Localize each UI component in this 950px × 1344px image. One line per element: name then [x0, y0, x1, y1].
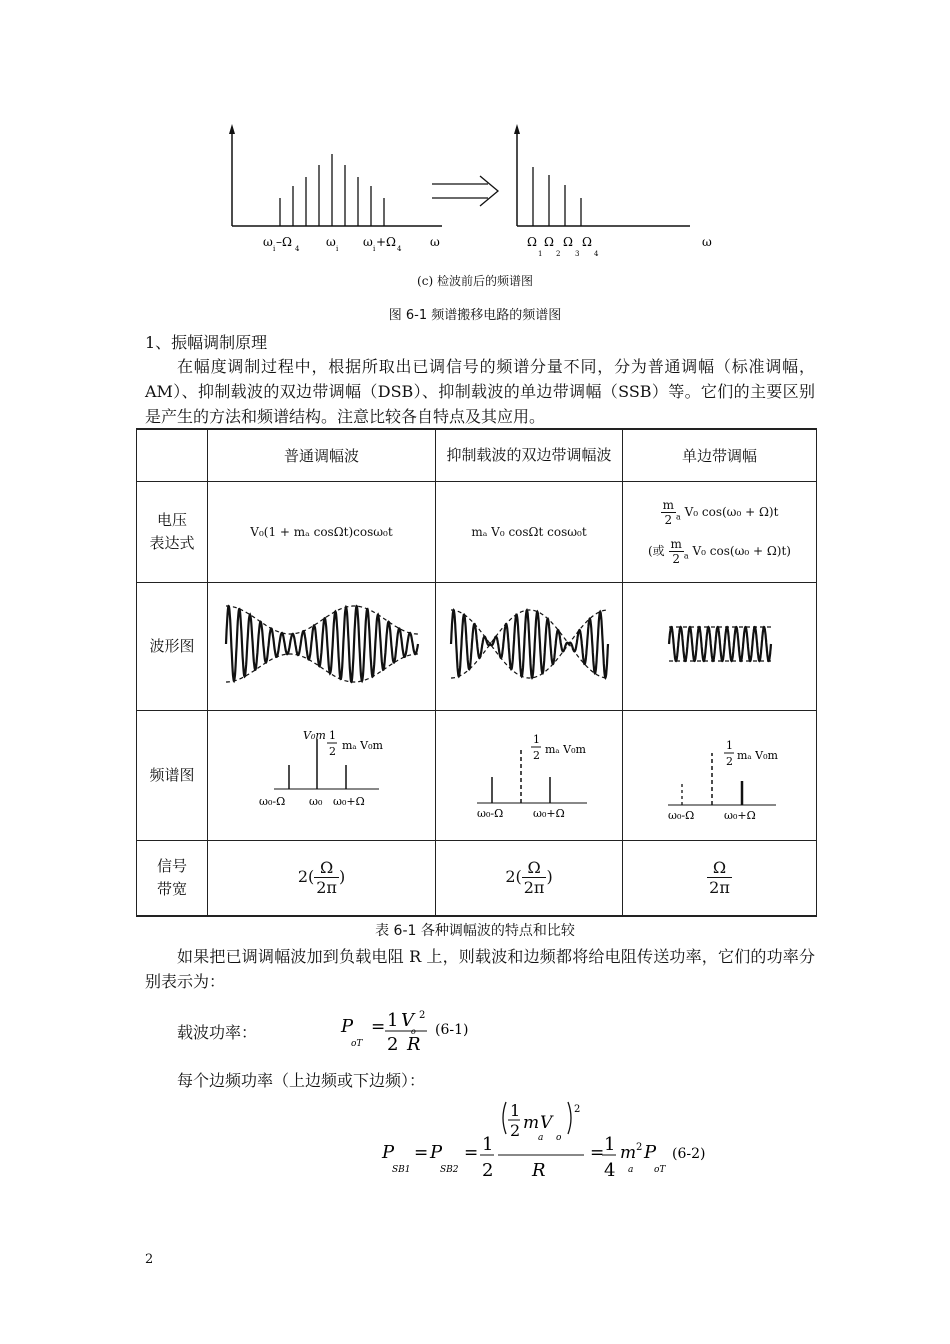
dsb-waveform-plot: [447, 599, 612, 689]
svg-text:1: 1: [725, 739, 733, 752]
svg-text:o: o: [411, 1027, 416, 1036]
svg-text:4: 4: [397, 245, 402, 253]
row-label-voltage: 电压 表达式: [137, 481, 208, 582]
equation-6-1: [335, 1002, 485, 1058]
bandwidth-am: 2( $\frac{\Omega}{2\pi}$ ): [208, 840, 436, 916]
table-row-waveform: [137, 582, 817, 710]
equation-6-2: [378, 1092, 718, 1178]
svg-text:mₐ V₀m: mₐ V₀m: [544, 743, 586, 756]
table-header-row: [137, 429, 817, 481]
svg-text:ω₀+Ω: ω₀+Ω: [532, 807, 565, 820]
svg-text:1: 1: [604, 1134, 616, 1155]
svg-text:ω₀-Ω: ω₀-Ω: [667, 809, 694, 822]
svg-text:2: 2: [419, 1010, 426, 1021]
svg-text:mₐ V₀m: mₐ V₀m: [341, 739, 383, 752]
svg-text:V: V: [401, 1010, 414, 1031]
svg-text:ω₀+Ω: ω₀+Ω: [332, 795, 365, 808]
voltage-am: V₀(1 + mₐ cosΩt)cosω₀t: [208, 481, 436, 582]
svg-text:o: o: [556, 1133, 562, 1143]
svg-text:V: V: [540, 1113, 553, 1133]
bandwidth-dsb: 2( $\frac{\Omega}{2\pi}$ ): [436, 840, 623, 916]
spectrum-figure: [220, 120, 730, 270]
row-label-waveform: 波形图: [137, 582, 208, 710]
svg-text:m: m: [523, 1113, 540, 1133]
svg-text:=: =: [590, 1143, 605, 1163]
figure-caption: 图 6-1 频谱搬移电路的频谱图: [388, 308, 562, 323]
section-paragraph: 在幅度调制过程中，根据所取出已调信号的频谱分量不同，分为普通调幅（标准调幅，AM）、抑制载波的双边带调幅（DSB）、抑制载波的单边带调幅（SSB）等。它们的主要区别是产生的方法和频谱结构。注意比较各自特点及其应用。: [145, 357, 815, 426]
svg-text:1: 1: [538, 250, 543, 258]
svg-text:(6-1): (6-1): [435, 1022, 469, 1038]
svg-text:P: P: [382, 1142, 395, 1163]
svg-text:ω: ω: [702, 235, 712, 249]
svg-text:oT: oT: [351, 1039, 363, 1049]
svg-text:1: 1: [510, 1101, 521, 1120]
header-dsb: 抑制载波的双边带调幅波: [436, 429, 623, 481]
svg-text:1: 1: [482, 1134, 494, 1155]
svg-text:R: R: [532, 1160, 546, 1178]
svg-text:1: 1: [532, 733, 540, 746]
sideband-power-label: 每个边频功率（上边频或下边频）：: [177, 1071, 426, 1090]
svg-text:R: R: [407, 1034, 421, 1055]
left-spectrum-lines: [280, 154, 384, 226]
svg-text:P: P: [341, 1016, 354, 1037]
carrier-power-label: 载波功率：: [177, 1023, 258, 1042]
waveform-am: [208, 582, 436, 710]
carrier-wave: [451, 610, 608, 678]
voltage-ssb: $\frac{m}{2}$ $_a$ V₀ cos(ω₀ + Ω)t (或 $\frac{m}{2}$ $_a$ V₀ cos(ω₀ + Ω)t): [623, 481, 817, 582]
svg-text:ω: ω: [430, 235, 440, 249]
svg-text:3: 3: [575, 250, 580, 258]
svg-text:ω₀+Ω: ω₀+Ω: [723, 809, 756, 822]
carrier-wave: [669, 627, 771, 661]
svg-text:2: 2: [510, 1121, 521, 1140]
bandwidth-ssb: $\frac{\Omega}{2\pi}$: [623, 840, 817, 916]
svg-text:V₀m: V₀m: [302, 729, 326, 742]
label-omega: ω: [263, 235, 273, 249]
right-spectrum-lines: [533, 167, 581, 226]
svg-text:SB1: SB1: [392, 1165, 411, 1175]
waveform-dsb: [436, 582, 623, 710]
table-row-spectrum: [137, 710, 817, 840]
figure-subcaption: (c) 检波前后的频谱图: [417, 274, 533, 288]
svg-text:4: 4: [295, 245, 300, 253]
header-ssb: 单边带调幅: [623, 429, 817, 481]
svg-text:oT: oT: [654, 1165, 666, 1175]
svg-text:=: =: [464, 1143, 479, 1163]
svg-text:P: P: [644, 1142, 657, 1163]
svg-text:2: 2: [328, 745, 336, 758]
svg-text:mₐ V₀m: mₐ V₀m: [736, 749, 778, 762]
svg-text:P: P: [430, 1142, 443, 1163]
table-caption: 表 6-1 各种调幅波的特点和比较: [375, 923, 575, 939]
svg-text:=: =: [371, 1017, 386, 1037]
svg-text:2: 2: [574, 1104, 581, 1115]
row-label-spectrum: 频谱图: [137, 710, 208, 840]
power-intro: 如果把已调调幅波加到负载电阻 R 上，则载波和边频都将给电阻传送功率，它们的功率分别表示为：: [145, 947, 815, 991]
svg-text:2: 2: [387, 1034, 399, 1055]
ssb-spectrum-plot: [624, 713, 816, 833]
svg-text:Ω: Ω: [544, 235, 554, 249]
svg-text:2: 2: [636, 1142, 643, 1153]
dsb-spectrum-plot: [437, 713, 622, 833]
svg-text:i: i: [373, 245, 376, 253]
double-arrow-icon: [432, 176, 498, 206]
svg-text:2: 2: [725, 755, 733, 768]
waveform-ssb: [623, 582, 817, 710]
table-row-bandwidth: [137, 840, 817, 916]
svg-text:=: =: [414, 1143, 429, 1163]
svg-text:Ω: Ω: [527, 235, 537, 249]
voltage-dsb: mₐ V₀ cosΩt cosω₀t: [436, 481, 623, 582]
spectrum-dsb: [436, 710, 623, 840]
svg-text:ω₀-Ω: ω₀-Ω: [258, 795, 285, 808]
svg-text:i: i: [336, 245, 339, 253]
svg-text:ω₀: ω₀: [308, 795, 322, 808]
spectrum-am: [208, 710, 436, 840]
comparison-table: [136, 428, 817, 917]
svg-text:ω: ω: [363, 235, 373, 249]
page-number: 2: [145, 1252, 154, 1267]
spectrum-ssb: [623, 710, 817, 840]
svg-text:(6-2): (6-2): [672, 1146, 706, 1162]
svg-text:2: 2: [532, 749, 540, 762]
svg-text:1: 1: [328, 729, 336, 742]
svg-text:m: m: [620, 1143, 637, 1163]
header-am: 普通调幅波: [208, 429, 436, 481]
am-waveform-plot: [222, 599, 422, 689]
ssb-waveform-plot: [665, 599, 775, 689]
svg-text:Ω: Ω: [563, 235, 573, 249]
svg-text:a: a: [628, 1165, 634, 1175]
svg-text:ω₀-Ω: ω₀-Ω: [476, 807, 503, 820]
table-corner: [137, 429, 208, 481]
svg-text:2: 2: [482, 1160, 494, 1178]
svg-text:1: 1: [387, 1010, 399, 1031]
am-spectrum-plot: [209, 713, 435, 833]
svg-text:a: a: [538, 1133, 544, 1143]
table-row-voltage: [137, 481, 817, 582]
svg-text:SB2: SB2: [440, 1165, 459, 1175]
svg-text:2: 2: [556, 250, 561, 258]
svg-text:Ω: Ω: [582, 235, 592, 249]
svg-text:i: i: [273, 245, 276, 253]
section-heading: 1、振幅调制原理: [145, 333, 268, 352]
row-label-bandwidth: 信号 带宽: [137, 840, 208, 916]
svg-text:–Ω: –Ω: [276, 235, 292, 249]
svg-text:4: 4: [594, 250, 599, 258]
svg-text:ω: ω: [326, 235, 336, 249]
svg-text:4: 4: [604, 1160, 616, 1178]
svg-text:+Ω: +Ω: [376, 235, 397, 249]
